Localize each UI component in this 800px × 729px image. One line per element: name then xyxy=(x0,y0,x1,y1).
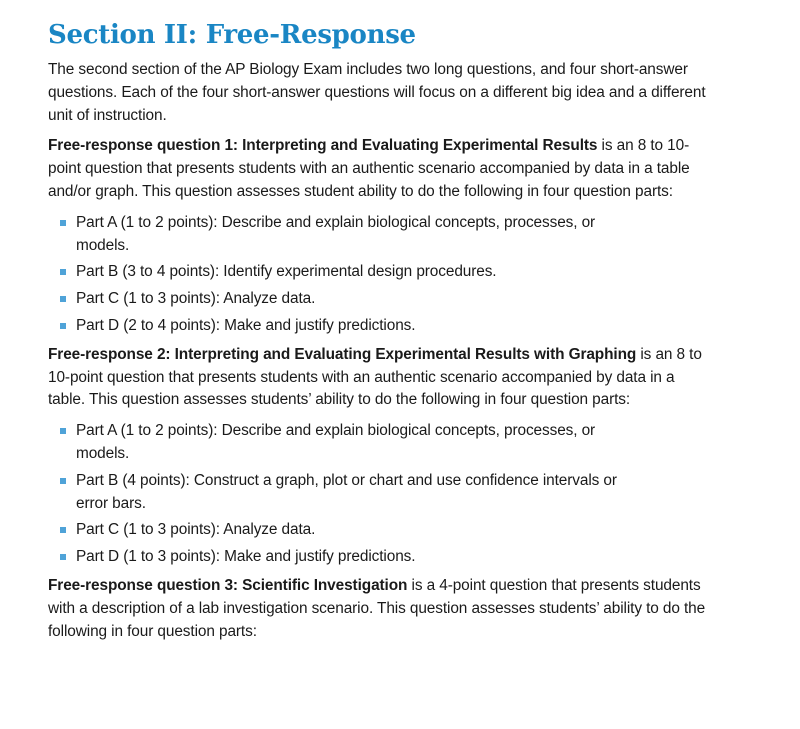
q1-body: is an 8 to 10-point question that presents students with an authentic scenario accompanied by data in a table and/or graph. This question assesses student ability to do the following in four question parts: xyxy=(48,137,690,200)
part-text: Part D (1 to 3 points): Make and justify predictions. xyxy=(76,548,416,566)
bullet-icon xyxy=(60,527,66,533)
part-text: Part B (3 to 4 points): Identify experimental design procedures. xyxy=(76,263,497,281)
q2-body: is an 8 to 10-point question that presents students with an authentic scenario accompanied by data in a table. This question assesses students’ ability to do the following in four question parts: xyxy=(48,345,702,409)
bullet-icon xyxy=(60,220,66,226)
q3-paragraph xyxy=(48,575,708,643)
part-text: Part C (1 to 3 points): Analyze data. xyxy=(76,290,316,308)
list-item xyxy=(48,261,708,284)
list-item xyxy=(48,315,708,338)
part-text: Part A (1 to 2 points): Describe and explain biological concepts, processes, or models. xyxy=(76,213,596,254)
section-intro: The second section of the AP Biology Exam includes two long questions, and four short-answer questions. Each of the four short-answer questions will focus on a different big idea and a different unit of instruction. xyxy=(48,61,706,124)
part-text: Part A (1 to 2 points): Describe and explain biological concepts, processes, or models. xyxy=(76,422,596,462)
q2-parts-list xyxy=(48,420,708,569)
bullet-icon xyxy=(60,554,66,560)
q1-heading: Free-response question 1: Interpreting and Evaluating Experimental Results xyxy=(48,137,598,155)
bullet-icon xyxy=(60,269,66,275)
q2-heading: Free-response 2: Interpreting and Evaluating Experimental Results with Graphing xyxy=(48,345,637,363)
q1-paragraph xyxy=(48,135,708,203)
bullet-icon xyxy=(60,323,66,329)
document-page xyxy=(48,18,708,651)
list-item xyxy=(48,470,708,516)
section-title: Section II: Free-Response xyxy=(48,20,416,50)
list-item xyxy=(48,288,708,311)
bullet-icon xyxy=(60,296,66,302)
list-item xyxy=(48,212,708,258)
q2-paragraph xyxy=(48,344,708,412)
q3-heading: Free-response question 3: Scientific Investigation xyxy=(48,576,408,594)
list-item xyxy=(48,546,708,569)
part-text: Part B (4 points): Construct a graph, plot or chart and use confidence intervals or error bars. xyxy=(76,471,617,512)
list-item xyxy=(48,420,708,466)
part-text: Part C (1 to 3 points): Analyze data. xyxy=(76,521,316,539)
part-text: Part D (2 to 4 points): Make and justify predictions. xyxy=(76,316,416,334)
list-item xyxy=(48,519,708,542)
bullet-icon xyxy=(60,478,66,484)
q3-body: is a 4-point question that presents students with a description of a lab investigation scenario. This question assesses students’ ability to do the following in four question parts: xyxy=(48,576,706,640)
bullet-icon xyxy=(60,428,66,434)
q1-parts-list xyxy=(48,212,708,338)
